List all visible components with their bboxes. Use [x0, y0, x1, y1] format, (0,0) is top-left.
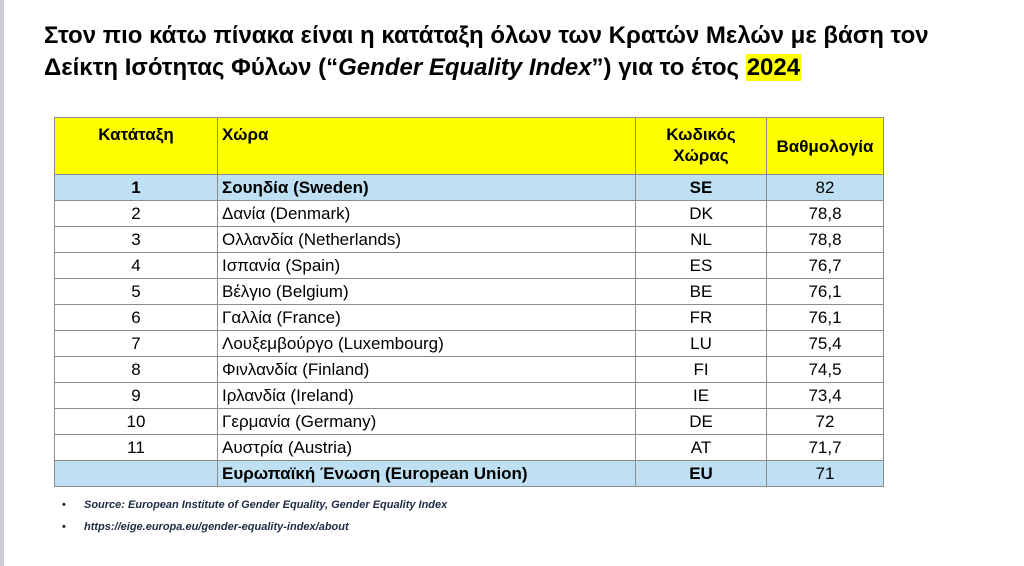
country-cell: Ολλανδία (Netherlands) [218, 227, 636, 253]
source-item [62, 520, 447, 542]
code-cell: BE [636, 279, 767, 305]
score-cell: 75,4 [767, 331, 884, 357]
code-cell: DE [636, 409, 767, 435]
score-cell: 76,1 [767, 305, 884, 331]
header-country: Χώρα [218, 118, 636, 175]
score-cell: 78,8 [767, 227, 884, 253]
score-cell: 74,5 [767, 357, 884, 383]
table-row [55, 357, 884, 383]
bullet-icon: • [62, 521, 66, 533]
bullet-icon: • [62, 499, 66, 511]
source-url: https://eige.europa.eu/gender-equality-index/about [84, 521, 349, 533]
title-line-2-post: ”) για το έτος [591, 54, 746, 81]
code-cell: AT [636, 435, 767, 461]
header-code-line-1: Κωδικός [666, 125, 736, 144]
header-code [636, 118, 767, 175]
table-row [55, 305, 884, 331]
code-cell: LU [636, 331, 767, 357]
country-cell: Γερμανία (Germany) [218, 409, 636, 435]
table-row [55, 435, 884, 461]
code-cell: SE [636, 175, 767, 201]
sources-list [62, 498, 447, 542]
table-row [55, 175, 884, 201]
table-row [55, 383, 884, 409]
rank-cell: 6 [55, 305, 218, 331]
table-row-eu-average [55, 461, 884, 487]
rank-cell: 5 [55, 279, 218, 305]
code-cell: ES [636, 253, 767, 279]
code-cell: EU [636, 461, 767, 487]
score-cell: 78,8 [767, 201, 884, 227]
country-cell: Δανία (Denmark) [218, 201, 636, 227]
title-year-highlight: 2024 [746, 54, 801, 81]
ranking-table [54, 117, 884, 487]
country-cell: Λουξεμβούργο (Luxembourg) [218, 331, 636, 357]
table-row [55, 253, 884, 279]
header-score: Βαθμολογία [767, 118, 884, 175]
score-cell: 71,7 [767, 435, 884, 461]
table-row [55, 227, 884, 253]
table-row [55, 279, 884, 305]
title-index-name: Gender Equality Index [338, 54, 592, 81]
country-cell: Σουηδία (Sweden) [218, 175, 636, 201]
rank-cell: 7 [55, 331, 218, 357]
country-cell: Ευρωπαϊκή Ένωση (European Union) [218, 461, 636, 487]
source-text: Source: European Institute of Gender Equality, Gender Equality Index [84, 499, 448, 511]
header-rank: Κατάταξη [55, 118, 218, 175]
rank-cell: 9 [55, 383, 218, 409]
code-cell: IE [636, 383, 767, 409]
slide-title [44, 20, 1004, 84]
table-row [55, 409, 884, 435]
title-line-2 [44, 52, 1004, 84]
rank-cell: 2 [55, 201, 218, 227]
code-cell: NL [636, 227, 767, 253]
code-cell: FI [636, 357, 767, 383]
title-line-1: Στον πιο κάτω πίνακα είναι η κατάταξη όλων των Κρατών Μελών με βάση τον [44, 22, 929, 49]
code-cell: FR [636, 305, 767, 331]
rank-cell [55, 461, 218, 487]
country-cell: Αυστρία (Austria) [218, 435, 636, 461]
country-cell: Ισπανία (Spain) [218, 253, 636, 279]
table-row [55, 331, 884, 357]
source-item [62, 498, 447, 520]
rank-cell: 3 [55, 227, 218, 253]
score-cell: 72 [767, 409, 884, 435]
header-code-line-2: Χώρας [673, 146, 729, 165]
score-cell: 73,4 [767, 383, 884, 409]
rank-cell: 1 [55, 175, 218, 201]
table-header-row [55, 118, 884, 175]
country-cell: Γαλλία (France) [218, 305, 636, 331]
slide-left-edge [0, 0, 4, 566]
rank-cell: 10 [55, 409, 218, 435]
country-cell: Ιρλανδία (Ireland) [218, 383, 636, 409]
country-cell: Φινλανδία (Finland) [218, 357, 636, 383]
code-cell: DK [636, 201, 767, 227]
rank-cell: 4 [55, 253, 218, 279]
table-row [55, 201, 884, 227]
rank-cell: 8 [55, 357, 218, 383]
rank-cell: 11 [55, 435, 218, 461]
score-cell: 76,1 [767, 279, 884, 305]
title-line-2-pre: Δείκτη Ισότητας Φύλων (“ [44, 54, 339, 81]
score-cell: 71 [767, 461, 884, 487]
score-cell: 76,7 [767, 253, 884, 279]
score-cell: 82 [767, 175, 884, 201]
country-cell: Βέλγιο (Belgium) [218, 279, 636, 305]
